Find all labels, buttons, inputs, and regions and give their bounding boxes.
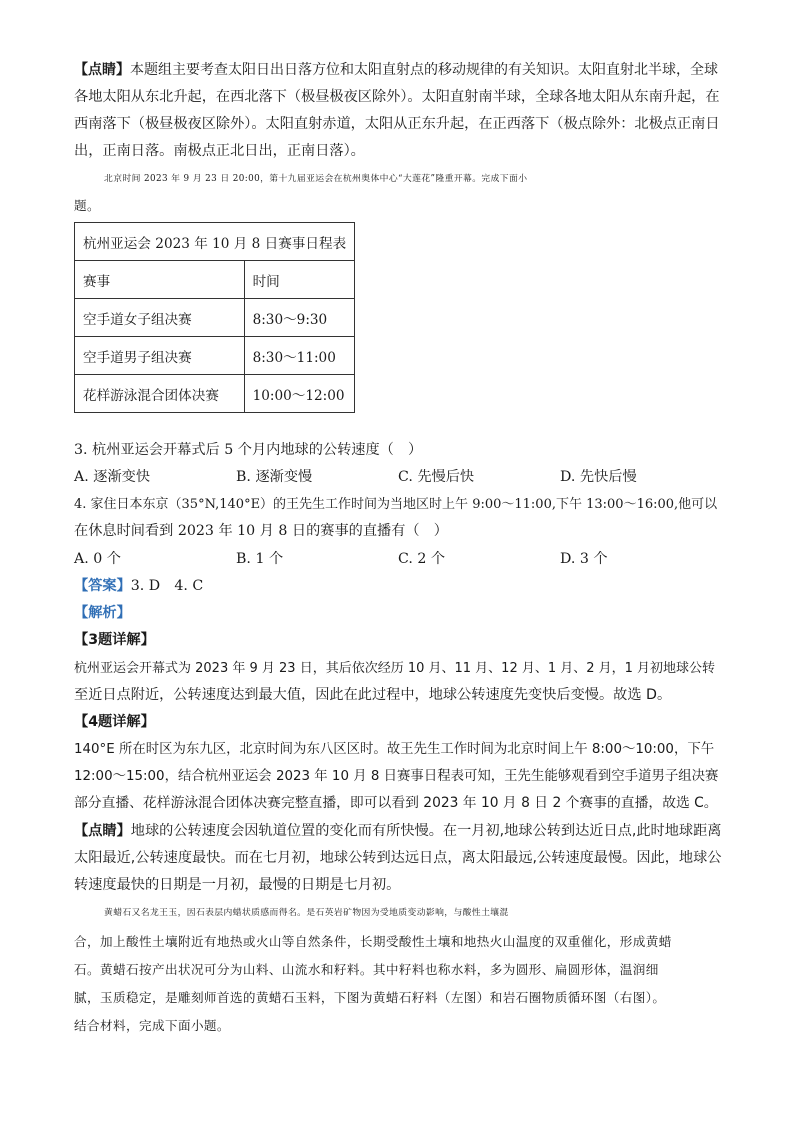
- tip2-line: 太阳最近,公转速度最快。而在七月初，地球公转到达远日点，离太阳最远,公转速度最慢。因此，地球公: [74, 850, 722, 866]
- tip2-text: 地球的公转速度会因轨道位置的变化而有所快慢。在一月初,地球公转到达近日点,此时地球距离: [130, 823, 722, 839]
- table-cell-time: 10:00～12:00: [244, 375, 355, 413]
- passage-line: 石。黄蜡石按产出状况可分为山料、山流水和籽料。其中籽料也称水料，多为圆形、扁圆形体，温润细: [74, 962, 659, 977]
- table-row: [75, 375, 355, 413]
- detail-3-line: 杭州亚运会开幕式为 2023 年 9 月 23 日，其后依次经历 10 月、11 月、12 月、1 月、2 月，1 月初地球公转: [74, 661, 716, 676]
- table-header-event: 赛事: [75, 261, 245, 299]
- schedule-table: [74, 222, 355, 413]
- q4-option-c: C. 2 个: [398, 551, 446, 567]
- table-cell-event: 空手道女子组决赛: [75, 299, 245, 337]
- passage-line: 腻，玉质稳定，是雕刻师首选的黄蜡石玉料，下图为黄蜡石籽料（左图）和岩石圈物质循环图（右图）。: [74, 990, 666, 1005]
- passage-line: 黄蜡石又名龙王玉，因石表层内蜡状质感而得名。是石英岩矿物因为受地质变动影响，与酸性土壤混: [104, 908, 509, 918]
- prompt-line: 北京时间 2023 年 9 月 23 日 20:00，第十九届亚运会在杭州奥体中心“大莲花”隆重开幕。完成下面小: [104, 174, 528, 184]
- q4-option-a: A. 0 个: [74, 551, 121, 567]
- tip2-line: 转速度最快的日期是一月初，最慢的日期是七月初。: [74, 877, 401, 893]
- tip-paragraph-line: [74, 57, 722, 84]
- tip-paragraph-line: 出，正南日落。南极点正北日出，正南日落）。: [74, 143, 365, 159]
- table-cell-time: 8:30～9:30: [244, 299, 355, 337]
- table-cell-time: 8:30～11:00: [244, 337, 355, 375]
- q3-option-a: A. 逐渐变快: [74, 469, 151, 485]
- table-row: [75, 337, 355, 375]
- detail-4-line: 12:00～15:00，结合杭州亚运会 2023 年 10 月 8 日赛事日程表可知，王先生能够观看到空手道男子组决赛: [74, 769, 719, 784]
- detail-3-line: 至近日点附近，公转速度达到最大值，因此在此过程中，地球公转速度先变快后变慢。故选 D。: [74, 687, 672, 703]
- analysis-tag: 【解析】: [74, 605, 131, 621]
- table-title: 杭州亚运会 2023 年 10 月 8 日赛事日程表: [75, 223, 355, 261]
- table-header-time: 时间: [244, 261, 355, 299]
- passage-line: 结合材料，完成下面小题。: [74, 1018, 230, 1033]
- detail-4-line: 部分直播、花样游泳混合团体决赛完整直播，即可以看到 2023 年 10 月 8 日 2 个赛事的直播，故选 C。: [74, 795, 718, 811]
- q3-option-b: B. 逐渐变慢: [236, 469, 313, 485]
- question-3-stem: 3. 杭州亚运会开幕式后 5 个月内地球的公转速度（ ）: [74, 442, 423, 458]
- q3-option-c: C. 先慢后快: [398, 469, 475, 485]
- tip2-line: [74, 818, 722, 845]
- q4-option-b: B. 1 个: [236, 551, 284, 567]
- passage-line: 合，加上酸性土壤附近有地热或火山等自然条件，长期受酸性土壤和地热火山温度的双重催化，形成黄蜡: [74, 934, 672, 949]
- answer-tag: 【答案】: [74, 578, 131, 594]
- answer-line: [74, 573, 722, 600]
- answer-text: 3. D 4. C: [130, 578, 204, 594]
- table-row: [75, 299, 355, 337]
- tip-paragraph-line: 各地太阳从东北升起，在西北落下（极昼极夜区除外）。太阳直射南半球，全球各地太阳从东南升起，在: [74, 89, 720, 105]
- tip-tag: 【点睛】: [74, 62, 130, 78]
- table-cell-event: 花样游泳混合团体决赛: [75, 375, 245, 413]
- question-4-stem: 在休息时间看到 2023 年 10 月 8 日的赛事的直播有（ ）: [74, 523, 448, 539]
- q4-option-d: D. 3 个: [560, 551, 608, 567]
- question-4-stem: 4. 家住日本东京（35°N,140°E）的王先生工作时间为当地区时上午 9:00～11:00,下午 13:00～16:00,他可以: [74, 497, 718, 512]
- detail-4-tag: 【4题详解】: [74, 714, 155, 730]
- tip-paragraph-line: 西南落下（极昼极夜区除外）。太阳直射赤道，太阳从正东升起，在正西落下（极点除外：北极点正南日: [74, 116, 720, 132]
- tip2-tag: 【点睛】: [74, 823, 131, 839]
- prompt-line: 题。: [74, 198, 100, 213]
- detail-4-line: 140°E 所在时区为东九区，北京时间为东八区区时。故王先生工作时间为北京时间上午 8:00～10:00，下午: [74, 742, 715, 757]
- q3-option-d: D. 先快后慢: [560, 469, 637, 485]
- tip-text: 本题组主要考查太阳日出日落方位和太阳直射点的移动规律的有关知识。太阳直射北半球，全球: [130, 62, 718, 78]
- detail-3-tag: 【3题详解】: [74, 632, 155, 648]
- table-cell-event: 空手道男子组决赛: [75, 337, 245, 375]
